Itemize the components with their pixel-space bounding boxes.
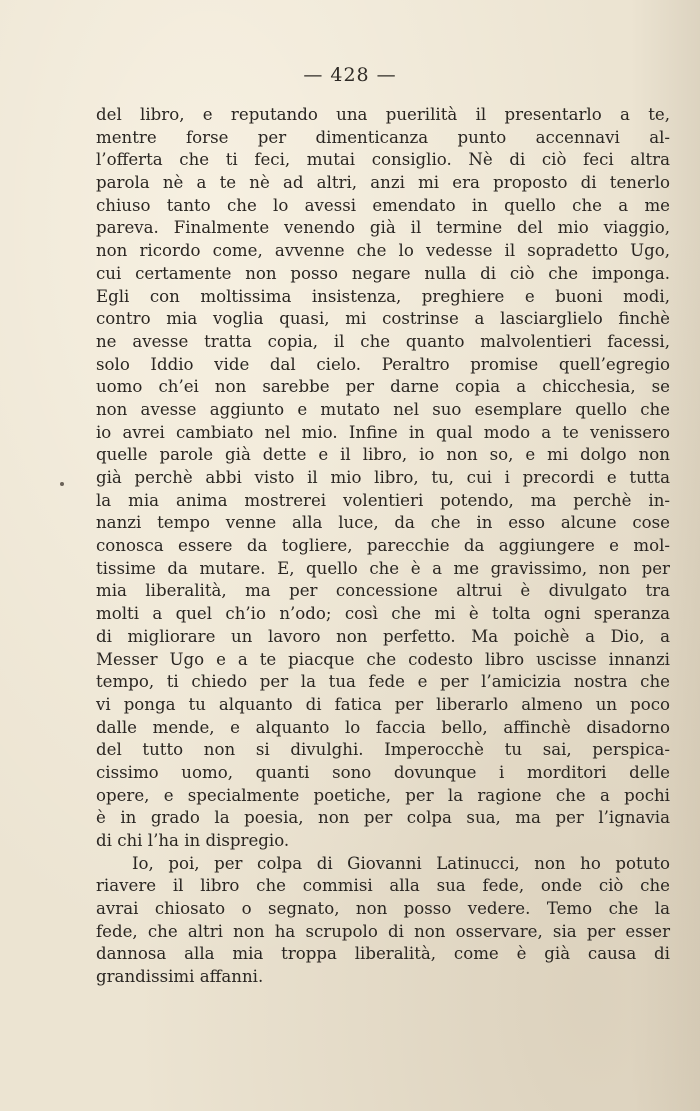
- text-line: tissime da mutare. E, quello che è a me gravissimo, non per: [96, 558, 670, 578]
- page-number: — 428 —: [303, 64, 397, 86]
- text-body: [96, 104, 670, 989]
- text-line: grandissimi affanni.: [96, 967, 264, 987]
- text-line: Egli con moltissima insistenza, preghiere e buoni modi,: [96, 286, 670, 306]
- text-line: l’offerta che ti feci, mutai consiglio. Nè di ciò feci altra: [96, 150, 670, 170]
- text-line: di migliorare un lavoro non perfetto. Ma poichè a Dio, a: [96, 626, 670, 646]
- text-line: cissimo uomo, quanti sono dovunque i morditori delle: [96, 762, 670, 782]
- text-line: tempo, ti chiedo per la tua fede e per l’amicizia nostra che: [96, 672, 670, 692]
- text-line: mia liberalità, ma per concessione altrui è divulgato tra: [96, 581, 670, 601]
- text-line: conosca essere da togliere, parecchie da aggiungere e mol-: [96, 536, 670, 556]
- text-line: molti a quel ch’io n’odo; così che mi è tolta ogni speranza: [96, 604, 670, 624]
- text-line: del libro, e reputando una puerilità il presentarlo a te,: [96, 105, 670, 124]
- text-line: pareva. Finalmente venendo già il termine del mio viaggio,: [96, 218, 670, 238]
- margin-mark: [60, 482, 64, 486]
- text-line: fede, che altri non ha scrupolo di non osservare, sia per esser: [96, 921, 670, 941]
- text-line: vi ponga tu alquanto di fatica per liberarlo almeno un poco: [96, 694, 670, 714]
- text-line: dannosa alla mia troppa liberalità, come è già causa di: [96, 944, 670, 964]
- text-line: è in grado la poesia, non per colpa sua, ma per l’ignavia: [96, 808, 670, 828]
- text-line: non avesse aggiunto e mutato nel suo esemplare quello che: [96, 399, 670, 419]
- text-line: opere, e specialmente poetiche, per la ragione che a pochi: [96, 785, 670, 805]
- text-line: avrai chiosato o segnato, non posso vedere. Temo che la: [96, 899, 670, 919]
- text-line: non ricordo come, avvenne che lo vedesse il sopradetto Ugo,: [96, 241, 670, 261]
- text-line: solo Iddio vide dal cielo. Peraltro promise quell’egregio: [96, 354, 670, 374]
- text-line: la mia anima mostrerei volentieri potendo, ma perchè in-: [96, 490, 670, 510]
- text-line: Messer Ugo e a te piacque che codesto libro uscisse innanzi: [96, 649, 670, 669]
- text-line: già perchè abbi visto il mio libro, tu, cui i precordi e tutta: [96, 468, 670, 487]
- text-line: di chi l’ha in dispregio.: [96, 831, 290, 850]
- text-line: ne avesse tratta copia, il che quanto malvolentieri facessi,: [96, 331, 670, 351]
- text-line: riavere il libro che commisi alla sua fede, onde ciò che: [96, 876, 670, 896]
- text-line: chiuso tanto che lo avessi emendato in quello che a me: [96, 195, 670, 215]
- paragraph-1: [96, 104, 670, 853]
- text-line: quelle parole già dette e il libro, io non so, e mi dolgo non: [96, 445, 670, 465]
- text-line: nanzi tempo venne alla luce, da che in esso alcune cose: [96, 513, 670, 533]
- text-line: uomo ch’ei non sarebbe per darne copia a chicchesia, se: [96, 377, 670, 397]
- text-line: parola nè a te nè ad altri, anzi mi era proposto di tenerlo: [96, 173, 670, 193]
- text-line: mentre forse per dimenticanza punto accennavi al-: [96, 127, 670, 147]
- text-line: contro mia voglia quasi, mi costrinse a lasciarglielo finchè: [96, 309, 670, 329]
- paragraph-2: [96, 853, 670, 989]
- text-line: io avrei cambiato nel mio. Infine in qual modo a te venissero: [96, 422, 670, 442]
- text-line: cui certamente non posso negare nulla di ciò che imponga.: [96, 263, 670, 283]
- text-line: Io, poi, per colpa di Giovanni Latinucci, non ho potuto: [132, 853, 670, 873]
- text-line: dalle mende, e alquanto lo faccia bello, affinchè disadorno: [96, 717, 670, 737]
- text-line: del tutto non si divulghi. Imperocchè tu sai, perspica-: [96, 740, 670, 760]
